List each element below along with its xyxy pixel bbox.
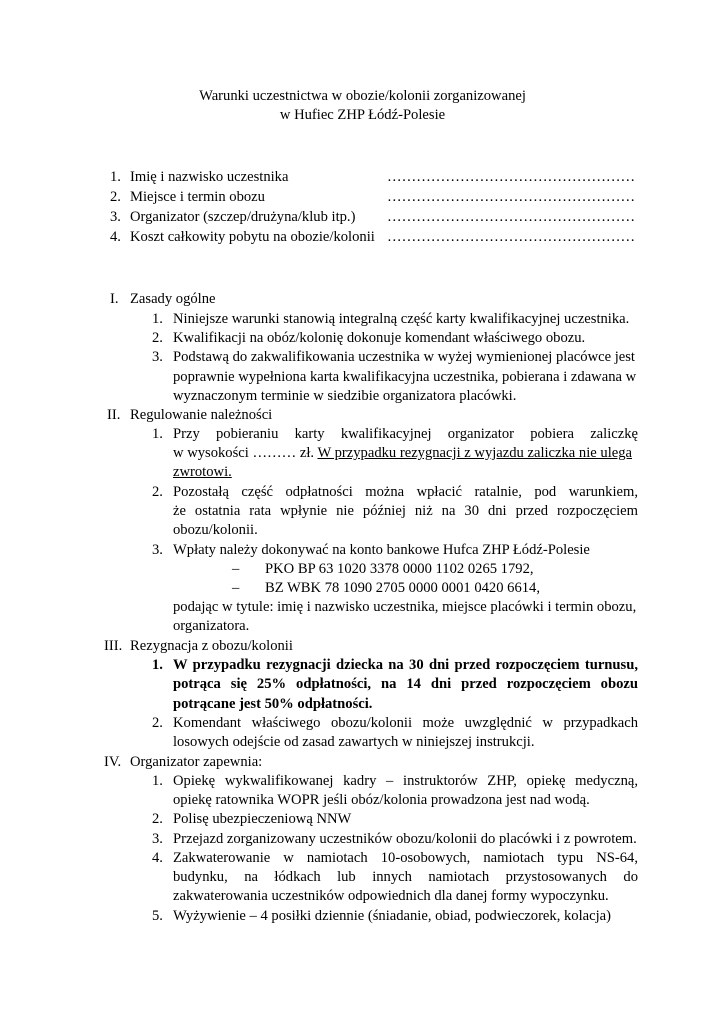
item-number: 4. bbox=[152, 850, 163, 866]
item-text: Podstawą do zakwalifikowania uczestnika w wyżej wymienionej placówce jest bbox=[173, 349, 635, 365]
section-number: II. bbox=[107, 407, 121, 423]
field-value-name[interactable]: …………………………………………… bbox=[387, 169, 636, 185]
section-number: IV. bbox=[104, 754, 122, 770]
deposit-amount-text: w wysokości ……… zł. bbox=[173, 445, 318, 461]
item-text: zakwaterowania uczestników odpowiednich dla danej formy wypoczynku. bbox=[173, 888, 609, 904]
section-title: Organizator zapewnia: bbox=[130, 754, 263, 770]
item-number: 5. bbox=[152, 908, 163, 924]
item-text: potrąca się 25% odpłatności, na 14 dni przed rozpoczęciem obozu bbox=[173, 676, 638, 692]
field-label-place: Miejsce i termin obozu bbox=[130, 189, 265, 205]
field-value-cost[interactable]: …………………………………………… bbox=[387, 229, 636, 245]
item-text: opiekę ratownika WOPR jeśli obóz/kolonia prowadzona jest nad wodą. bbox=[173, 792, 590, 808]
item-number: 3. bbox=[152, 349, 163, 365]
section-title: Regulowanie należności bbox=[130, 407, 273, 423]
item-text: budynku, na łódkach lub innych namiotach przystosowanych do bbox=[173, 869, 638, 885]
item-number: 2. bbox=[152, 715, 163, 731]
refund-note: W przypadku rezygnacji z wyjazdu zaliczka nie ulega bbox=[317, 445, 633, 461]
field-number: 2. bbox=[110, 189, 121, 205]
item-text: obozu/kolonii. bbox=[173, 522, 258, 538]
field-number: 3. bbox=[110, 209, 121, 225]
field-label-cost: Koszt całkowity pobytu na obozie/kolonii bbox=[130, 229, 375, 245]
bank-account-bzwbk: BZ WBK 78 1090 2705 0000 0001 0420 6614, bbox=[265, 580, 540, 596]
item-text: organizatora. bbox=[173, 618, 250, 634]
item-text: Wyżywienie – 4 posiłki dziennie (śniadanie, obiad, podwieczorek, kolacja) bbox=[173, 908, 611, 924]
field-value-organizer[interactable]: …………………………………………… bbox=[387, 209, 636, 225]
bank-account-pko: PKO BP 63 1020 3378 0000 1102 0265 1792, bbox=[265, 561, 534, 577]
section-number: I. bbox=[110, 291, 119, 307]
item-text: Przejazd zorganizowany uczestników obozu/kolonii do placówki i z powrotem. bbox=[173, 831, 637, 847]
item-number: 2. bbox=[152, 811, 163, 827]
section-title: Rezygnacja z obozu/kolonii bbox=[130, 638, 293, 654]
section-title: Zasady ogólne bbox=[130, 291, 216, 307]
item-text: Przy pobieraniu karty kwalifikacyjnej organizator pobiera zaliczkę bbox=[173, 426, 638, 442]
item-text: losowych odejście od zasad zawartych w niniejszej instrukcji. bbox=[173, 734, 535, 750]
doc-title-line1: Warunki uczestnictwa w obozie/kolonii zorganizowanej bbox=[199, 88, 526, 104]
item-text: Wpłaty należy dokonywać na konto bankowe Hufca ZHP Łódź-Polesie bbox=[173, 542, 590, 558]
item-text: poprawnie wypełniona karta kwalifikacyjna uczestnika, pobierana i zdawana w bbox=[173, 369, 637, 385]
item-text: Kwalifikacji na obóz/kolonię dokonuje komendant właściwego obozu. bbox=[173, 330, 586, 346]
item-text: Komendant właściwego obozu/kolonii może uwzględnić w przypadkach bbox=[173, 715, 638, 731]
item-text: Opiekę wykwalifikowanej kadry – instruktorów ZHP, opiekę medyczną, bbox=[173, 773, 638, 789]
item-text bbox=[173, 444, 632, 462]
doc-title-line2: w Hufiec ZHP Łódź-Polesie bbox=[279, 107, 446, 123]
field-value-place[interactable]: …………………………………………… bbox=[387, 189, 636, 205]
item-number: 1. bbox=[152, 426, 163, 442]
item-text: W przypadku rezygnacji dziecka na 30 dni przed rozpoczęciem turnusu, bbox=[173, 657, 638, 673]
item-number: 1. bbox=[152, 773, 163, 789]
item-text: wyznaczonym terminie w siedzibie organizatora placówki. bbox=[173, 388, 517, 404]
item-text: że ostatnia rata wpłynie nie później niż na 30 dni przed rozpoczęciem bbox=[173, 503, 638, 519]
item-number: 1. bbox=[152, 657, 163, 673]
dash-bullet: – bbox=[232, 580, 240, 596]
item-number: 1. bbox=[152, 311, 163, 327]
item-text: Polisę ubezpieczeniową NNW bbox=[173, 811, 352, 827]
field-number: 1. bbox=[110, 169, 121, 185]
field-label-name: Imię i nazwisko uczestnika bbox=[130, 169, 289, 185]
item-text: potrącane jest 50% odpłatności. bbox=[173, 696, 373, 712]
item-text: Niniejsze warunki stanowią integralną część karty kwalifikacyjnej uczestnika. bbox=[173, 311, 630, 327]
field-label-organizer: Organizator (szczep/drużyna/klub itp.) bbox=[130, 209, 356, 225]
refund-note-end: zwrotowi. bbox=[173, 464, 232, 480]
dash-bullet: – bbox=[232, 561, 240, 577]
item-number: 3. bbox=[152, 831, 163, 847]
item-text: Zakwaterowanie w namiotach 10-osobowych, namiotach typu NS-64, bbox=[173, 850, 638, 866]
item-number: 2. bbox=[152, 330, 163, 346]
item-text: Pozostałą część odpłatności można wpłacić ratalnie, pod warunkiem, bbox=[173, 484, 638, 500]
item-number: 2. bbox=[152, 484, 163, 500]
item-text: podając w tytule: imię i nazwisko uczestnika, miejsce placówki i termin obozu, bbox=[173, 599, 637, 615]
item-number: 3. bbox=[152, 542, 163, 558]
section-number: III. bbox=[104, 638, 123, 654]
field-number: 4. bbox=[110, 229, 121, 245]
